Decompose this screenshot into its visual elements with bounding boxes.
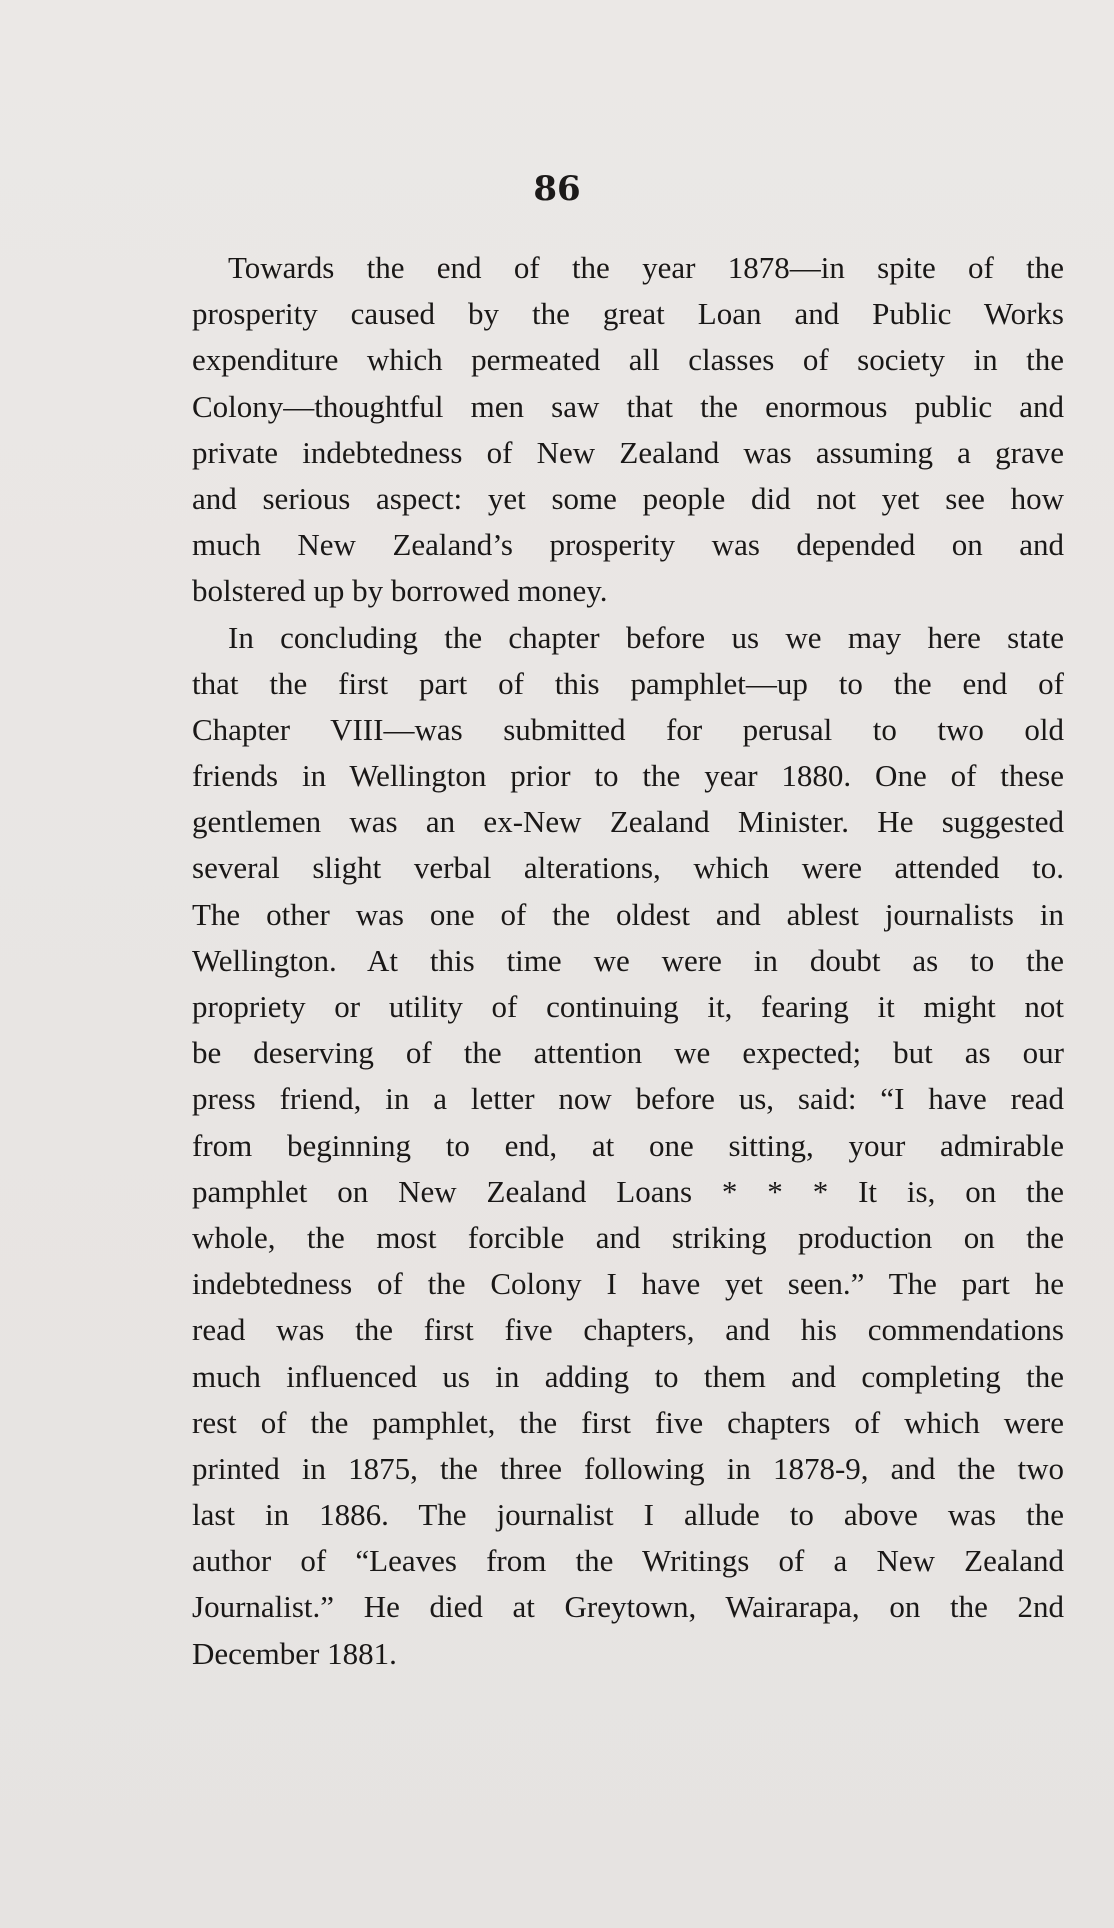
paragraph-2-line-21: author of “Leaves from the Writings of a New Zealand [192, 1543, 1064, 1579]
paragraph-2-line-3: Chapter VIII—was submitted for perusal to two old [192, 711, 1064, 747]
paragraph-1-line-2: prosperity caused by the great Loan and Public Works [192, 296, 1064, 332]
paragraph-2-line-4: friends in Wellington prior to the year 1880. One of these [192, 758, 1064, 794]
paragraph-2-line-14: whole, the most forcible and striking production on the [192, 1219, 1064, 1255]
paragraph-1-line-3: expenditure which permeated all classes of society in the [192, 342, 1064, 378]
paragraph-2-line-13: pamphlet on New Zealand Loans * * * It is, on the [192, 1173, 1064, 1209]
paragraph-2-line-23: December 1881. [192, 1635, 397, 1671]
paragraph-2-line-12: from beginning to end, at one sitting, your admirable [192, 1127, 1064, 1163]
page-number: 86 [533, 169, 581, 209]
paragraph-2-line-6: several slight verbal alterations, which were attended to. [192, 850, 1064, 886]
paragraph-2-line-18: rest of the pamphlet, the first five chapters of which were [192, 1404, 1064, 1440]
paragraph-2-line-16: read was the first five chapters, and his commendations [192, 1312, 1064, 1348]
paragraph-1-line-6: and serious aspect: yet some people did not yet see how [192, 480, 1064, 516]
paragraph-2-line-9: propriety or utility of continuing it, fearing it might not [192, 989, 1064, 1024]
paragraph-1-line-1: Towards the end of the year 1878—in spite of the [228, 250, 1064, 285]
paragraph-2-line-11: press friend, in a letter now before us, said: “I have read [192, 1081, 1064, 1117]
paragraph-2-line-2: that the first part of this pamphlet—up to the end of [192, 665, 1064, 701]
paragraph-1-line-7: much New Zealand’s prosperity was depended on and [192, 527, 1064, 563]
paragraph-2-line-10: be deserving of the attention we expected; but as our [192, 1035, 1064, 1071]
body-text [192, 245, 1064, 1677]
paragraph-1-line-8: bolstered up by borrowed money. [192, 573, 608, 609]
paragraph-1-line-4: Colony—thoughtful men saw that the enormous public and [192, 388, 1064, 424]
paragraph-2-line-19: printed in 1875, the three following in 1878-9, and the two [192, 1450, 1064, 1486]
paragraph-2-line-8: Wellington. At this time we were in doubt as to the [192, 942, 1064, 978]
paragraph-2-line-5: gentlemen was an ex-New Zealand Minister. He suggested [192, 804, 1064, 840]
paragraph-2-line-7: The other was one of the oldest and ablest journalists in [192, 896, 1064, 932]
paragraph-1-line-5: private indebtedness of New Zealand was assuming a grave [192, 434, 1064, 470]
paragraph-2-line-15: indebtedness of the Colony I have yet seen.” The part he [192, 1266, 1064, 1302]
paragraph-2-line-17: much influenced us in adding to them and completing the [192, 1358, 1064, 1394]
paragraph-2-line-20: last in 1886. The journalist I allude to above was the [192, 1497, 1064, 1533]
paragraph-2-line-1: In concluding the chapter before us we may here state [228, 619, 1064, 655]
paragraph-2-line-22: Journalist.” He died at Greytown, Wairarapa, on the 2nd [192, 1589, 1064, 1625]
